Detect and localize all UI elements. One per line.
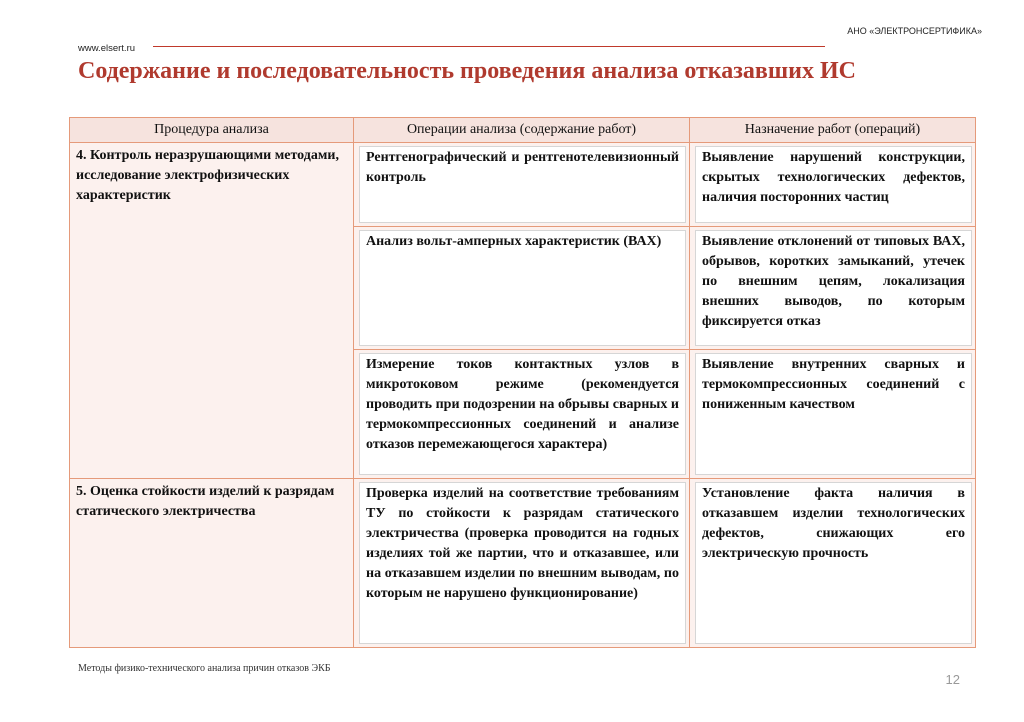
page-number: 12 <box>945 672 960 687</box>
website-link[interactable]: www.elsert.ru <box>78 43 136 54</box>
purpose-cell <box>690 143 976 227</box>
procedure-cell: 4. Контроль неразрушающими методами, исследование электрофизических характеристик <box>70 143 354 479</box>
operation-text: Анализ вольт-амперных характеристик (ВАХ) <box>359 230 686 346</box>
operation-text: Проверка изделий на соответствие требованиям ТУ по стойкости к разрядам статического электричества (проверка проводится на годных изделиях той же партии, что и отказавшее, или на отказавшем изделии по внешним выводам, по которым не нарушено функционирование) <box>359 482 686 644</box>
procedure-cell: 5. Оценка стойкости изделий к разрядам статического электричества <box>70 479 354 648</box>
page-title: Содержание и последовательность проведения анализа отказавших ИС <box>78 58 856 84</box>
column-header-purpose: Назначение работ (операций) <box>690 118 976 143</box>
header-divider <box>153 46 825 47</box>
purpose-text: Выявление нарушений конструкции, скрытых технологических дефектов, наличия посторонних частиц <box>695 146 972 223</box>
operation-text: Рентгенографический и рентгенотелевизионный контроль <box>359 146 686 223</box>
purpose-cell <box>690 227 976 350</box>
operation-cell <box>354 227 690 350</box>
purpose-text: Выявление внутренних сварных и термокомпрессионных соединений с пониженным качеством <box>695 353 972 475</box>
organization-name: АНО «ЭЛЕКТРОНСЕРТИФИКА» <box>847 26 982 36</box>
analysis-table <box>69 117 976 648</box>
footer-caption: Методы физико-технического анализа причин отказов ЭКБ <box>78 663 331 674</box>
purpose-cell <box>690 350 976 479</box>
column-header-operations: Операции анализа (содержание работ) <box>354 118 690 143</box>
purpose-text: Установление факта наличия в отказавшем изделии технологических дефектов, снижающих его электрическую прочность <box>695 482 972 644</box>
operation-cell <box>354 479 690 648</box>
table-row <box>70 143 976 227</box>
operation-text: Измерение токов контактных узлов в микротоковом режиме (рекомендуется проводить при подозрении на обрывы сварных и термокомпрессионных соединений и анализе отказов перемежающегося характера) <box>359 353 686 475</box>
operation-cell <box>354 143 690 227</box>
column-header-procedure: Процедура анализа <box>70 118 354 143</box>
purpose-text: Выявление отклонений от типовых ВАХ, обрывов, коротких замыканий, утечек по внешним цепям, локализация внешних выводов, по которым фиксируется отказ <box>695 230 972 346</box>
table-header-row <box>70 118 976 143</box>
operation-cell <box>354 350 690 479</box>
table-row <box>70 479 976 648</box>
purpose-cell <box>690 479 976 648</box>
